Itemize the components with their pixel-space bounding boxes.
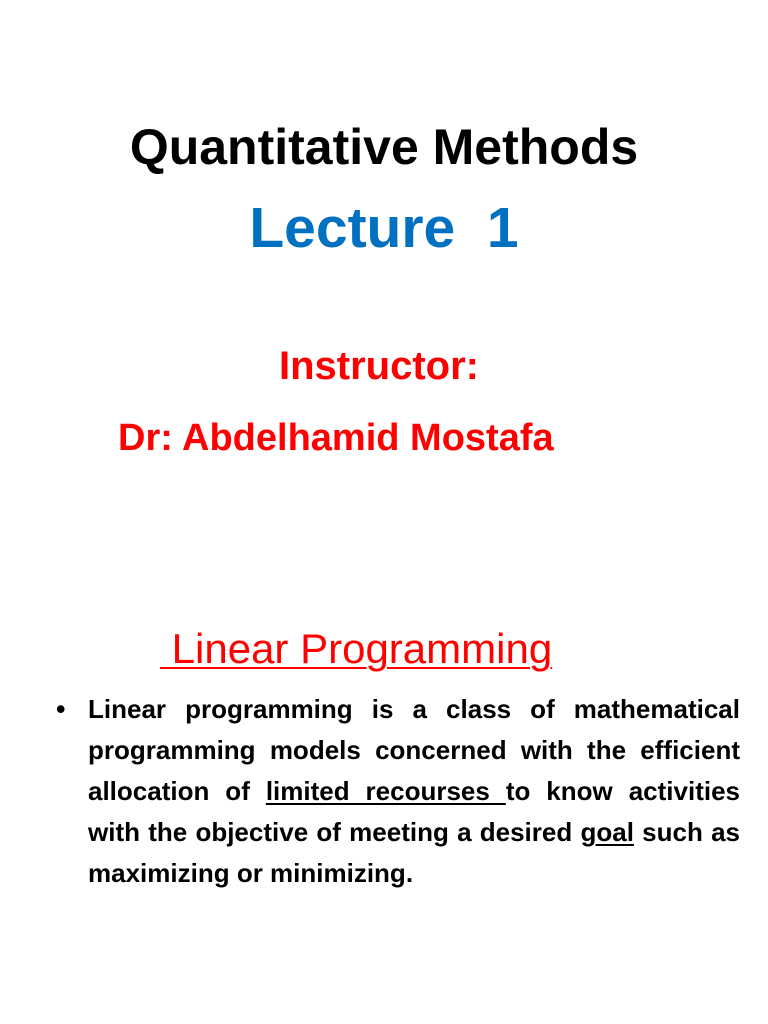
bullet-text-part1: Linear programming is a class of mathematical programming models concerned with the efficient allocation of bbox=[88, 694, 740, 806]
instructor-label: Instructor: bbox=[279, 344, 479, 388]
bullet-text-part2: to know activities with the objective of meeting a desired bbox=[88, 776, 740, 847]
bullet-icon: • bbox=[56, 694, 66, 724]
underlined-word-goal: goal bbox=[580, 817, 634, 847]
slide-title: Quantitative Methods bbox=[129, 119, 639, 175]
instructor-name: Dr: Abdelhamid Mostafa bbox=[118, 417, 554, 459]
underlined-phrase-limited-recourses: limited recourses bbox=[265, 776, 506, 806]
lecture-subtitle: Lecture 1 bbox=[249, 196, 519, 260]
bullet-text-part3: such as maximizing or minimizing. bbox=[88, 817, 740, 888]
bullet-text bbox=[88, 689, 740, 894]
section-heading-text: Linear Programming bbox=[160, 625, 553, 672]
section-heading bbox=[160, 618, 720, 680]
